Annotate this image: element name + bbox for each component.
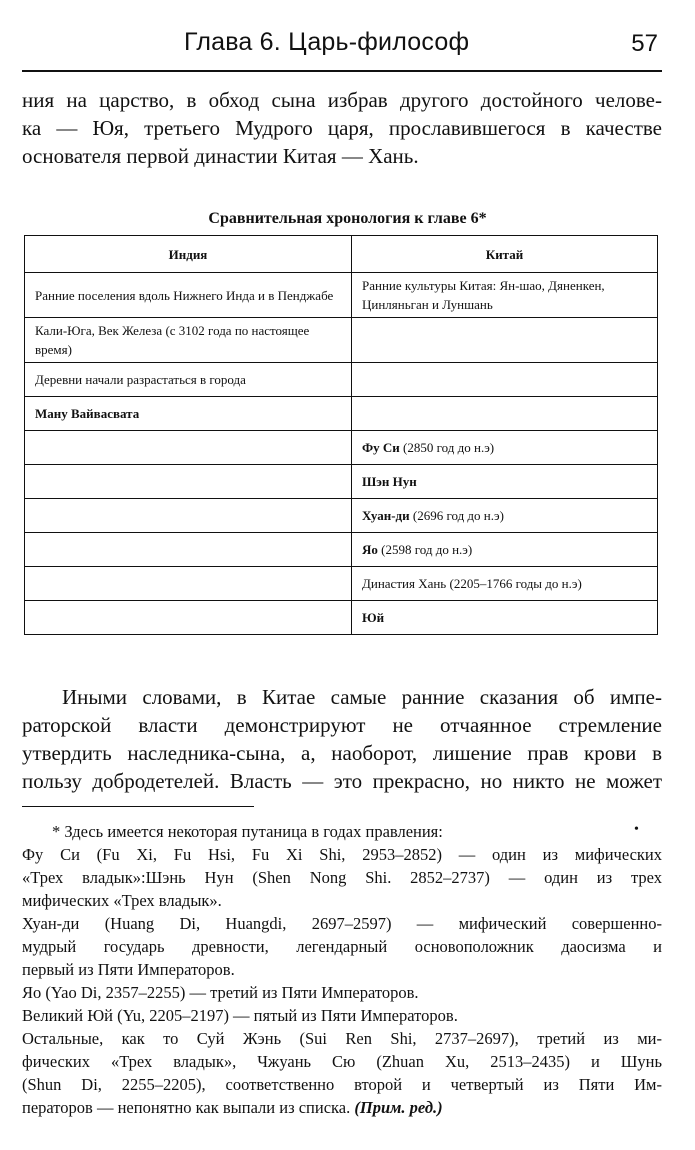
intro-text <box>22 86 662 170</box>
table-row <box>25 465 658 499</box>
footnote-line: первый из Пяти Императоров. <box>22 960 235 979</box>
footnote-line: фических «Трех владык», Чжуань Сю (Zhuan Xu, 2513–2435) и Шунь <box>22 1052 662 1071</box>
cell-text: Кали-Юга, Век Железа (с 3102 года по настоящее время) <box>35 323 310 357</box>
table-row <box>25 533 658 567</box>
text-line: раторской власти демонстрируют не отчаянное стремление <box>22 713 662 737</box>
chapter-title: Глава 6. Царь-философ <box>184 28 470 56</box>
cell-india <box>25 601 352 635</box>
cell-china <box>352 318 658 363</box>
footnote-line: мудрый государь древности, легендарный основоположник даосизма и <box>22 937 662 956</box>
footnote-line: Великий Юй (Yu, 2205–2197) — пятый из Пяти Императоров. <box>22 1006 458 1025</box>
cell-india <box>25 318 352 363</box>
cell-text: Деревни начали разрастаться в города <box>35 372 246 387</box>
cell-china <box>352 567 658 601</box>
text-line: ка — Юя, третьего Мудрого царя, прославившегося в качестве <box>22 116 662 140</box>
ruler-name: Шэн Нун <box>362 474 417 489</box>
cell-india <box>25 397 352 431</box>
cell-india <box>25 363 352 397</box>
cell-china <box>352 465 658 499</box>
table-row <box>25 431 658 465</box>
footnote-divider <box>22 806 254 807</box>
footnote-line: (Shun Di, 2255–2205), соответственно второй и четвертый из Пяти Им- <box>22 1075 662 1094</box>
text-line: Иными словами, в Китае самые ранние сказания об импе- <box>62 685 662 709</box>
table-caption: Сравнительная хронология к главе 6* <box>208 210 487 227</box>
editor-note: (Прим. ред.) <box>354 1098 443 1117</box>
footnote-line: мифических «Трех владык». <box>22 891 222 910</box>
footnote <box>22 820 662 1119</box>
cell-text: (2850 год до н.э) <box>399 440 495 455</box>
footnote-line: Хуан-ди (Huang Di, Huangdi, 2697–2597) — мифический совершенно- <box>22 914 662 933</box>
column-header-china: Китай <box>352 236 658 273</box>
ruler-name: Юй <box>362 610 385 625</box>
footnote-line-last <box>22 1096 662 1119</box>
cell-text: Династия Хань (2205–1766 годы до н.э) <box>362 576 582 591</box>
running-header <box>22 22 662 72</box>
table-header-row <box>25 236 658 273</box>
table-row <box>25 273 658 318</box>
text-line: пользу добродетелей. Власть — это прекрасно, но никто не может <box>22 769 662 793</box>
cell-text: Ранние культуры Китая: Ян-шао, Дяненкен, Цинляньган и Луншань <box>362 278 605 312</box>
text-line: утвердить наследника-сына, а, наоборот, лишение прав крови в <box>22 741 662 765</box>
cell-text: (2598 год до н.э) <box>377 542 473 557</box>
body-paragraph <box>22 683 662 795</box>
page-number: 57 <box>631 30 658 57</box>
cell-china <box>352 601 658 635</box>
cell-text: (2696 год до н.э) <box>409 508 504 523</box>
chronology-table <box>24 235 658 635</box>
cell-india <box>25 567 352 601</box>
cell-india <box>25 465 352 499</box>
cell-china <box>352 431 658 465</box>
ruler-name: Хуан-ди <box>362 508 410 523</box>
cell-text: Ману Вайвасвата <box>35 406 140 421</box>
cell-india <box>25 499 352 533</box>
table-row <box>25 363 658 397</box>
stray-mark: • <box>634 822 639 837</box>
table-row <box>25 601 658 635</box>
table-body <box>25 273 658 635</box>
cell-china <box>352 273 658 318</box>
column-header-india: Индия <box>25 236 352 273</box>
text-line: основателя первой династии Китая — Хань. <box>22 144 419 168</box>
footnote-line: «Трех владык»:Шэнь Нун (Shen Nong Shi. 2852–2737) — один из трех <box>22 868 662 887</box>
cell-china <box>352 397 658 431</box>
cell-text: Ранние поселения вдоль Нижнего Инда и в Пенджабе <box>35 287 334 303</box>
cell-india <box>25 431 352 465</box>
cell-china <box>352 363 658 397</box>
table-row <box>25 499 658 533</box>
ruler-name: Яо <box>362 542 378 557</box>
footnote-line: ператоров — непонятно как выпали из списка. <box>22 1098 351 1117</box>
footnote-line: * Здесь имеется некоторая путаница в годах правления: <box>52 822 443 841</box>
footnote-line: Остальные, как то Суй Жэнь (Sui Ren Shi, 2737–2697), третий из ми- <box>22 1029 662 1048</box>
cell-india <box>25 273 352 318</box>
ruler-name: Фу Си <box>362 440 400 455</box>
table-row <box>25 567 658 601</box>
cell-china <box>352 533 658 567</box>
table-row <box>25 318 658 363</box>
table-row <box>25 397 658 431</box>
text-line: ния на царство, в обход сына избрав другого достойного челове- <box>22 88 662 112</box>
cell-china <box>352 499 658 533</box>
footnote-line: Фу Си (Fu Xi, Fu Hsi, Fu Xi Shi, 2953–2852) — один из мифических <box>22 845 662 864</box>
cell-india <box>25 533 352 567</box>
footnote-line: Яо (Yao Di, 2357–2255) — третий из Пяти Императоров. <box>22 983 419 1002</box>
